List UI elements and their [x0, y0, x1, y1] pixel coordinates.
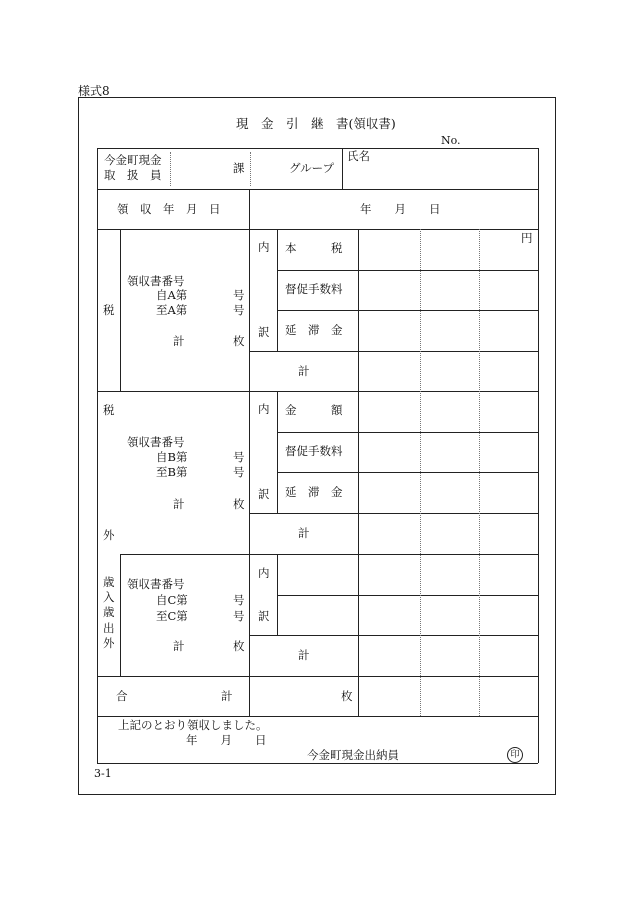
nontax-label-top: 税 [103, 403, 115, 417]
nontax-kei: 計 [173, 497, 185, 511]
dept-line1: 今金町現金 [104, 153, 162, 167]
tax-from: 自A第 [156, 288, 188, 302]
external-label-1: 歳 [103, 575, 115, 589]
external-subtotal: 計 [298, 648, 310, 662]
group-label: グループ [289, 161, 335, 175]
external-from-go: 号 [233, 593, 245, 607]
tax-uchi: 内 [258, 240, 270, 254]
tax-from-go: 号 [233, 288, 245, 302]
footer-date: 年 月 日 [186, 733, 267, 747]
tax-mai: 枚 [233, 334, 245, 348]
nontax-item-tokusoku: 督促手数料 [285, 444, 343, 458]
tax-subtotal: 計 [298, 364, 310, 378]
tax-to: 至A第 [156, 303, 188, 317]
tax-receipt-no-label: 領収書番号 [127, 274, 185, 288]
grand-total-label-right: 計 [221, 689, 233, 703]
grand-total-mai: 枚 [341, 689, 353, 703]
external-label-2: 入 [103, 590, 115, 604]
footer-signer: 今金町現金出納員 [307, 748, 399, 762]
name-label: 氏名 [347, 149, 370, 163]
nontax-item-entaikin: 延 滞 金 [285, 485, 343, 499]
external-kei: 計 [173, 639, 185, 653]
external-wake: 訳 [258, 609, 270, 623]
nontax-to-go: 号 [233, 465, 245, 479]
external-label-4: 出 [103, 621, 115, 635]
page-code: 3-1 [94, 767, 112, 780]
nontax-receipt-no-label: 領収書番号 [127, 435, 185, 449]
external-to: 至C第 [156, 609, 188, 623]
nontax-from: 自B第 [156, 450, 188, 464]
nontax-wake: 訳 [258, 487, 270, 501]
tax-item-entaikin: 延 滞 金 [285, 323, 343, 337]
external-receipt-no-label: 領収書番号 [127, 577, 185, 591]
form-title: 現 金 引 継 書(領収書) [236, 116, 396, 131]
nontax-to: 至B第 [156, 465, 188, 479]
yen-unit: 円 [521, 231, 533, 245]
external-to-go: 号 [233, 609, 245, 623]
tax-item-tokusoku: 督促手数料 [285, 282, 343, 296]
external-uchi: 内 [258, 566, 270, 580]
nontax-item-kingaku: 金 額 [285, 403, 343, 417]
nontax-from-go: 号 [233, 450, 245, 464]
nontax-mai: 枚 [233, 497, 245, 511]
nontax-label-bottom: 外 [103, 528, 115, 542]
external-label-5: 外 [103, 636, 115, 650]
seal-icon: 印 [507, 747, 523, 763]
footer-statement: 上記のとおり領収しました。 [118, 718, 268, 732]
nontax-subtotal: 計 [298, 526, 310, 540]
tax-wake: 訳 [258, 325, 270, 339]
external-label-3: 歳 [103, 605, 115, 619]
number-label: No. [441, 134, 461, 147]
nontax-uchi: 内 [258, 402, 270, 416]
grand-total-label-left: 合 [116, 689, 128, 703]
tax-to-go: 号 [233, 303, 245, 317]
form-id: 様式8 [78, 84, 110, 98]
tax-item-honzei: 本 税 [285, 241, 343, 255]
external-mai: 枚 [233, 639, 245, 653]
receipt-date-label: 領 収 年 月 日 [117, 202, 221, 216]
ka-label: 課 [233, 161, 245, 175]
external-from: 自C第 [156, 593, 188, 607]
tax-label: 税 [103, 303, 115, 317]
receipt-date-value: 年 月 日 [360, 202, 441, 216]
tax-kei: 計 [173, 334, 185, 348]
dept-line2: 取 扱 員 [104, 168, 162, 182]
